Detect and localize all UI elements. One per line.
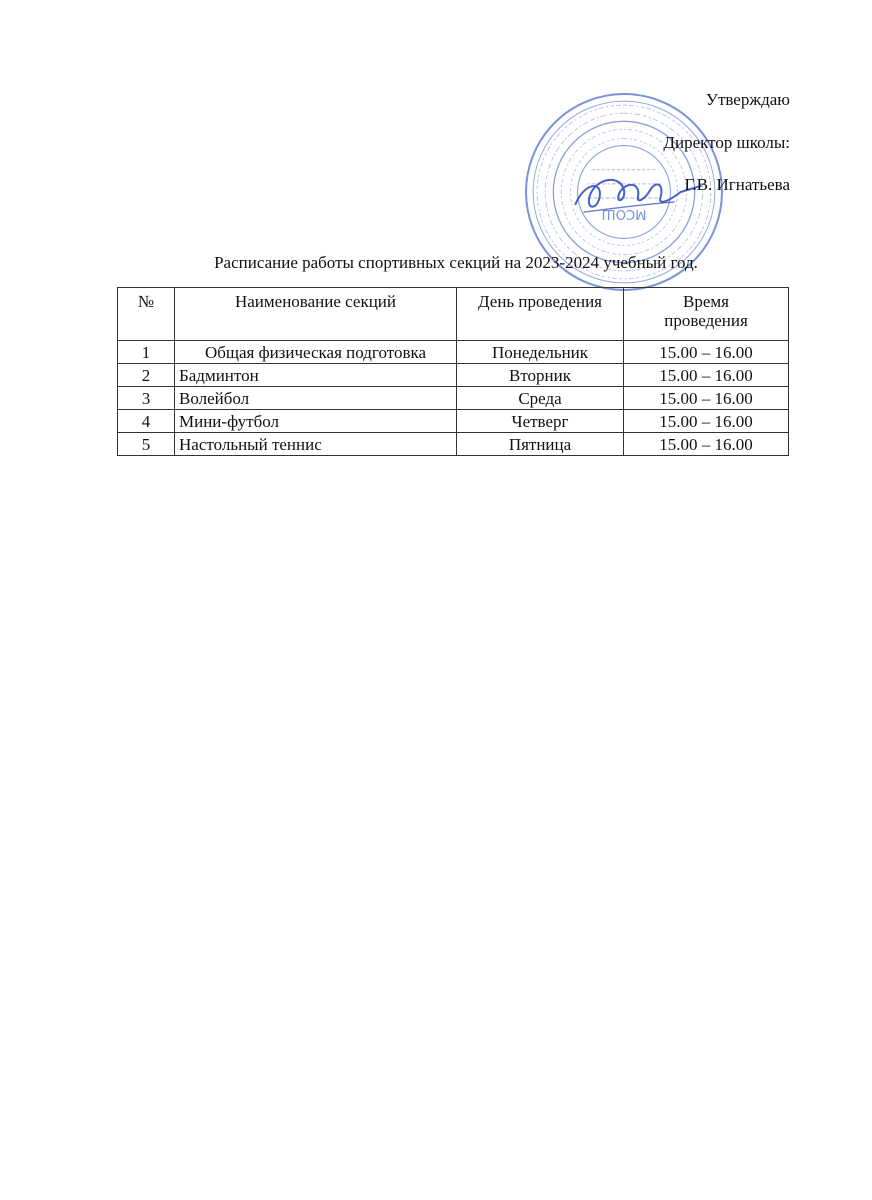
row-time: 15.00 – 16.00 (624, 433, 789, 456)
header-time-line1: Время (683, 292, 729, 311)
header-day: День проведения (457, 288, 624, 341)
row-section-name: Настольный теннис (175, 433, 457, 456)
row-time: 15.00 – 16.00 (624, 364, 789, 387)
row-day: Четверг (457, 410, 624, 433)
row-time: 15.00 – 16.00 (624, 341, 789, 364)
table-row (118, 341, 789, 364)
row-number: 5 (118, 433, 175, 456)
row-section-name: Общая физическая подготовка (175, 341, 457, 364)
approval-name: Г.В. Игнатьева (684, 175, 790, 194)
header-section-name: Наименование секций (175, 288, 457, 341)
row-section-name: Волейбол (175, 387, 457, 410)
row-time: 15.00 – 16.00 (624, 387, 789, 410)
table-row (118, 410, 789, 433)
row-number: 1 (118, 341, 175, 364)
row-day: Вторник (457, 364, 624, 387)
document-title: Расписание работы спортивных секций на 2023-2024 учебный год. (214, 253, 698, 272)
approval-word: Утверждаю (705, 90, 790, 109)
row-day: Понедельник (457, 341, 624, 364)
header-number: № (118, 288, 175, 341)
header-time-line2: проведения (664, 311, 748, 330)
row-section-name: Мини-футбол (175, 410, 457, 433)
table-row (118, 364, 789, 387)
row-day: Среда (457, 387, 624, 410)
table-row (118, 433, 789, 456)
seal-center-text: МСОШ (601, 206, 647, 222)
header-time (624, 288, 789, 341)
schedule-table (117, 287, 789, 456)
approval-position: Директор школы: (663, 133, 790, 152)
row-time: 15.00 – 16.00 (624, 410, 789, 433)
table-row (118, 387, 789, 410)
row-number: 3 (118, 387, 175, 410)
row-number: 2 (118, 364, 175, 387)
table-header-row (118, 288, 789, 341)
row-number: 4 (118, 410, 175, 433)
row-day: Пятница (457, 433, 624, 456)
row-section-name: Бадминтон (175, 364, 457, 387)
